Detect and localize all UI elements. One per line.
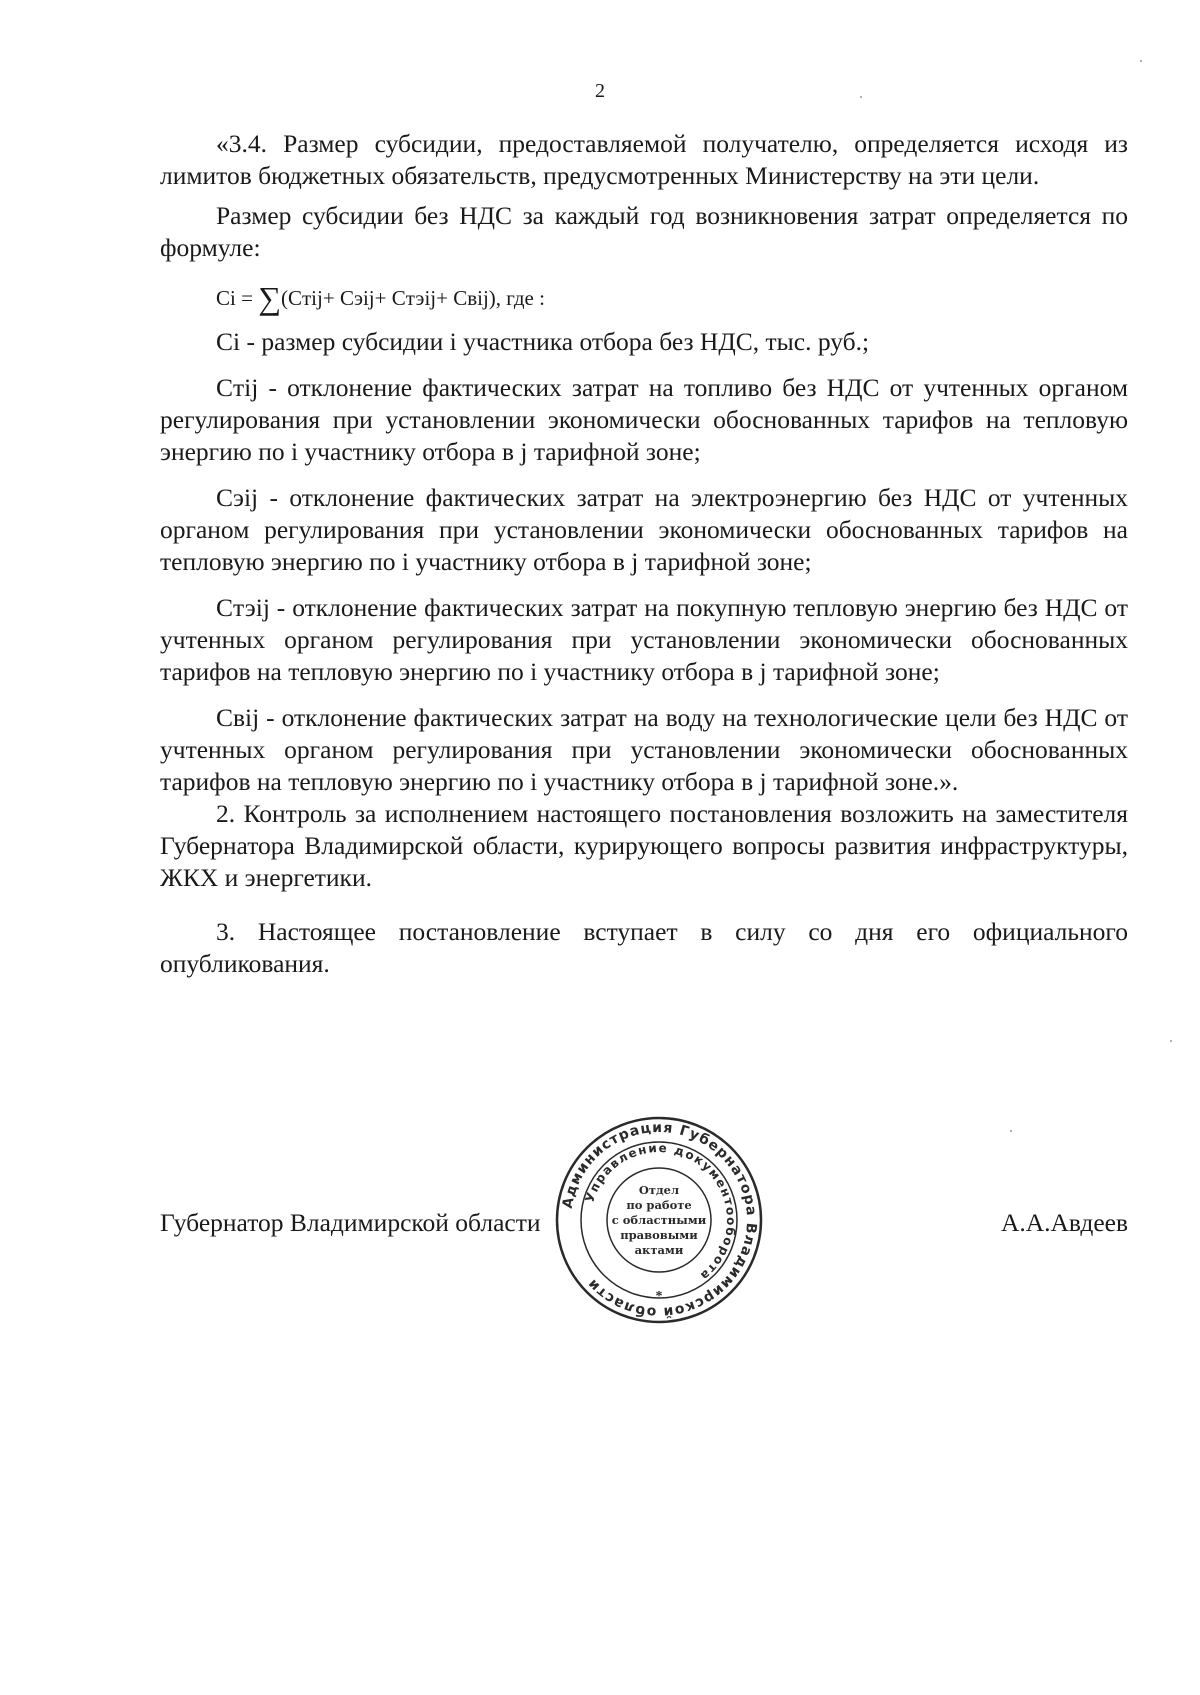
seal-line-2: по работе [626, 1198, 692, 1212]
seal-graphic [553, 1114, 765, 1326]
paragraph-3-4: «3.4. Размер субсидии, предоставляемой получателю, определяется исходя из лимитов бюджетных обязательств, предусмотренных Министерству на эти цели. [160, 129, 1128, 190]
formula-left: Ci = [216, 286, 259, 310]
signature-name: А.А.Авдеев [1000, 1208, 1128, 1237]
sum-symbol: ∑ [258, 280, 281, 316]
seal-star: * [655, 1289, 663, 1304]
scan-speck [1010, 1130, 1012, 1132]
seal-line-3: с областными [611, 1213, 707, 1227]
seal-line-1: Отдел [638, 1183, 680, 1197]
definition-ctij: Cтij - отклонение фактических затрат на топливо без НДС от учтенных органом регулирования при установлении экономически обоснованных тарифов на тепловую энергию по i участнику отбора в j тарифной зоне; [160, 373, 1128, 466]
scan-speck [1140, 60, 1142, 62]
seal-center-text [612, 1183, 707, 1257]
scan-speck [1170, 1040, 1172, 1042]
seal-outer-text: Администрация Губернатора Владимирской области [559, 1119, 760, 1321]
definition-cteij: Cтэij - отклонение фактических затрат на покупную тепловую энергию без НДС от учтенных органом регулирования при установлении экономически обоснованных тарифов на тепловую энергию по i участнику отбора в j тарифной зоне; [160, 593, 1128, 686]
definition-cvij: Cвij - отклонение фактических затрат на воду на технологические цели без НДС от учтенных органом регулирования при установлении экономически обоснованных тарифов на тепловую энергию по i участнику отбора в j тарифной зоне.». [160, 703, 1128, 796]
seal-line-5: актами [634, 1243, 684, 1257]
paragraph-effective: 3. Настоящее постановление вступает в силу со дня его официального опубликования. [160, 917, 1128, 978]
document-body [160, 128, 1128, 980]
seal-line-4: правовыми [620, 1228, 698, 1242]
seal-inner-text: Управление документооборота [582, 1140, 739, 1284]
signature-title: Губернатор Владимирской области [160, 1208, 541, 1237]
formula-right: (Cтij+ Cэij+ Cтэij+ Cвij), где : [281, 286, 545, 310]
definition-ci: Ci - размер субсидии i участника отбора без НДС, тыс. руб.; [216, 327, 870, 356]
paragraph-control: 2. Контроль за исполнением настоящего постановления возложить на заместителя Губернатора Владимирской области, курирующего вопросы развития инфраструктуры, ЖКХ и энергетики. [160, 799, 1128, 892]
paragraph-subsidy-size: Размер субсидии без НДС за каждый год возникновения затрат определяется по формуле: [160, 201, 1128, 262]
formula [160, 282, 1128, 314]
page-number: 2 [595, 80, 605, 102]
definition-ceij: Cэij - отклонение фактических затрат на электроэнергию без НДС от учтенных органом регулирования при установлении экономически обоснованных тарифов на тепловую энергию по i участнику отбора в j тарифной зоне; [160, 483, 1128, 576]
official-seal [553, 1114, 765, 1326]
scan-speck [860, 96, 862, 98]
